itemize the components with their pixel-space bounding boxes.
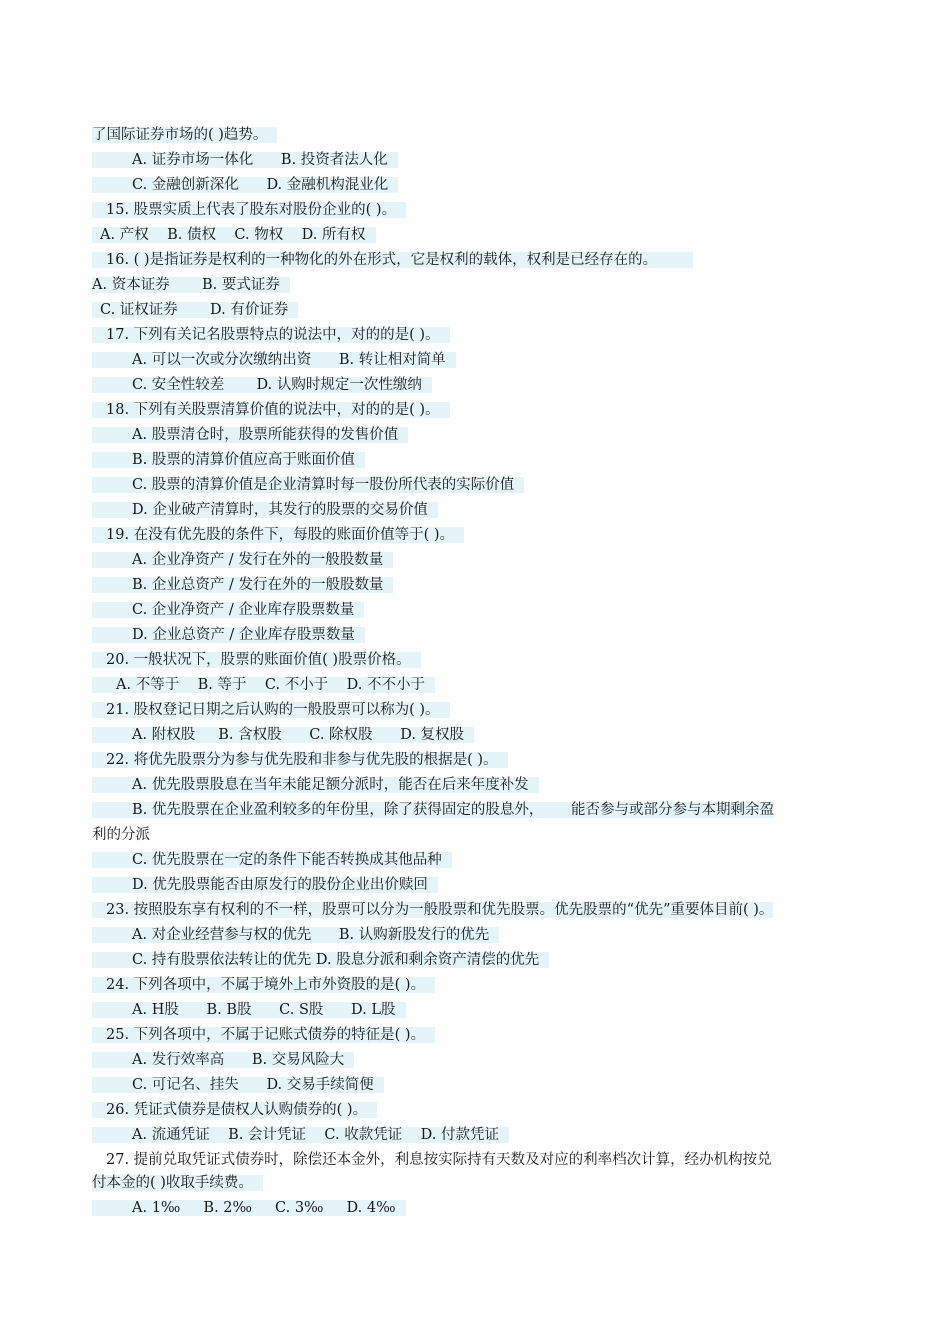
question-23-options-cd: [92, 949, 549, 971]
question-17-options-ab: [92, 349, 456, 371]
question-27-stem-cont: [92, 1172, 263, 1194]
text-line: 16. ( )是指证券是权利的一种物化的外在形式，它是权利的载体，权利是已经存在的。: [92, 252, 693, 268]
question-18-stem: [92, 399, 450, 421]
question-20-stem: [92, 649, 421, 671]
text-line: C. 金融创新深化 D. 金融机构混业化: [92, 177, 398, 193]
text-line: A. 产权 B. 债权 C. 物权 D. 所有权: [92, 227, 376, 243]
text-line: C. 安全性较差 D. 认购时规定一次性缴纳: [92, 377, 432, 393]
text-line: 25. 下列各项中，不属于记账式债券的特征是( )。: [92, 1027, 435, 1043]
question-22-option-c: [92, 849, 452, 871]
question-23-options-ab: [92, 924, 499, 946]
text-line: A. 企业净资产 / 发行在外的一般股数量: [92, 552, 393, 568]
question-24-stem: [92, 974, 435, 996]
question-18-option-a: [92, 424, 408, 446]
question-27-stem: [92, 1149, 772, 1171]
text-line: A. 发行效率高 B. 交易风险大: [92, 1052, 354, 1068]
text-line: 20. 一般状况下，股票的账面价值( )股票价格。: [92, 652, 421, 668]
text-line: A. 证券市场一体化 B. 投资者法人化: [92, 152, 398, 168]
question-26-stem: [92, 1099, 377, 1121]
question-18-option-c: [92, 474, 524, 496]
question-22-stem: [92, 749, 508, 771]
question-17-options-cd: [92, 374, 432, 396]
text-line: A. H股 B. B股 C. S股 D. L股: [92, 1002, 406, 1018]
text-line: B. 企业总资产 / 发行在外的一般股数量: [92, 577, 393, 593]
text-line: 22. 将优先股票分为参与优先股和非参与优先股的根据是( )。: [92, 752, 508, 768]
question-19-option-c: [92, 599, 364, 621]
text-line: D. 企业破产清算时，其发行的股票的交易价值: [92, 502, 438, 518]
text-line: A. 流通凭证 B. 会计凭证 C. 收款凭证 D. 付款凭证: [92, 1127, 509, 1143]
question-24-options: [92, 999, 406, 1021]
text-line: 19. 在没有优先股的条件下，每股的账面价值等于( )。: [92, 527, 464, 543]
text-line: 17. 下列有关记名股票特点的说法中，对的的是( )。: [92, 327, 450, 343]
text-line: 了国际证券市场的( )趋势。: [92, 127, 277, 143]
text-line: 23. 按照股东享有权利的不一样，股票可以分为一般股票和优先股票。优先股票的“优先”重要体目前( )。: [92, 902, 773, 918]
question-21-stem: [92, 699, 450, 721]
text-line: C. 证权证券 D. 有价证券: [92, 302, 298, 318]
question-25-options-cd: [92, 1074, 384, 1096]
text-line: A. 可以一次或分次缴纳出资 B. 转让相对简单: [92, 352, 456, 368]
question-27-options: [92, 1197, 406, 1219]
text-line: 18. 下列有关股票清算价值的说法中，对的的是( )。: [92, 402, 450, 418]
text-line: A. 1‰ B. 2‰ C. 3‰ D. 4‰: [92, 1200, 406, 1216]
question-18-option-b: [92, 449, 365, 471]
text-line: 利的分派: [92, 827, 150, 843]
text-line: C. 持有股票依法转让的优先 D. 股息分派和剩余资产清偿的优先: [92, 952, 549, 968]
question-16-options-ab: [92, 274, 290, 296]
question-26-options: [92, 1124, 509, 1146]
question-19-option-b: [92, 574, 393, 596]
question-22-option-b-cont: [92, 824, 150, 846]
text-line: C. 股票的清算价值是企业清算时每一股份所代表的实际价值: [92, 477, 524, 493]
question-14-options-cd: [92, 174, 398, 196]
text-line: A. 股票清仓时，股票所能获得的发售价值: [92, 427, 408, 443]
question-22-option-d: [92, 874, 438, 896]
question-19-stem: [92, 524, 464, 546]
text-line: 24. 下列各项中，不属于境外上市外资股的是( )。: [92, 977, 435, 993]
question-19-option-d: [92, 624, 365, 646]
text-line: A. 附权股 B. 含权股 C. 除权股 D. 复权股: [92, 727, 474, 743]
question-25-stem: [92, 1024, 435, 1046]
text-line: A. 不等于 B. 等于 C. 不小于 D. 不不小于: [92, 677, 435, 693]
question-16-stem: [92, 249, 693, 271]
text-line: 付本金的( )收取手续费。: [92, 1175, 263, 1191]
question-19-option-a: [92, 549, 393, 571]
text-line: C. 优先股票在一定的条件下能否转换成其他品种: [92, 852, 452, 868]
question-20-options: [92, 674, 435, 696]
question-25-options-ab: [92, 1049, 354, 1071]
text-line: A. 资本证券 B. 要式证券: [92, 277, 290, 293]
text-line: 27. 提前兑取凭证式债券时，除偿还本金外，利息按实际持有天数及对应的利率档次计算，经办机构按兑: [106, 1152, 772, 1168]
text-line: A. 对企业经营参与权的优先 B. 认购新股发行的优先: [92, 927, 499, 943]
question-14-stem-end: [92, 124, 277, 146]
text-line: B. 股票的清算价值应高于账面价值: [92, 452, 365, 468]
question-23-stem: [92, 899, 773, 921]
question-15-options: [92, 224, 376, 246]
question-22-option-b: [92, 799, 774, 821]
text-line: D. 企业总资产 / 企业库存股票数量: [92, 627, 365, 643]
text-line: 21. 股权登记日期之后认购的一般股票可以称为( )。: [92, 702, 450, 718]
text-line: C. 可记名、挂失 D. 交易手续简便: [92, 1077, 384, 1093]
question-22-option-a: [92, 774, 539, 796]
text-line: C. 企业净资产 / 企业库存股票数量: [92, 602, 364, 618]
question-14-options-ab: [92, 149, 398, 171]
question-16-options-cd: [92, 299, 298, 321]
question-17-stem: [92, 324, 450, 346]
text-line: D. 优先股票能否由原发行的股份企业出价赎回: [92, 877, 438, 893]
text-line: 26. 凭证式债券是债权人认购债券的( )。: [92, 1102, 377, 1118]
text-line: 15. 股票实质上代表了股东对股份企业的( )。: [92, 202, 406, 218]
question-18-option-d: [92, 499, 438, 521]
question-15-stem: [92, 199, 406, 221]
text-line: A. 优先股票股息在当年未能足额分派时，能否在后来年度补发: [92, 777, 539, 793]
question-21-options: [92, 724, 474, 746]
text-line: B. 优先股票在企业盈利较多的年份里，除了获得固定的股息外， 能否参与或部分参与本期剩余盈: [92, 802, 774, 818]
